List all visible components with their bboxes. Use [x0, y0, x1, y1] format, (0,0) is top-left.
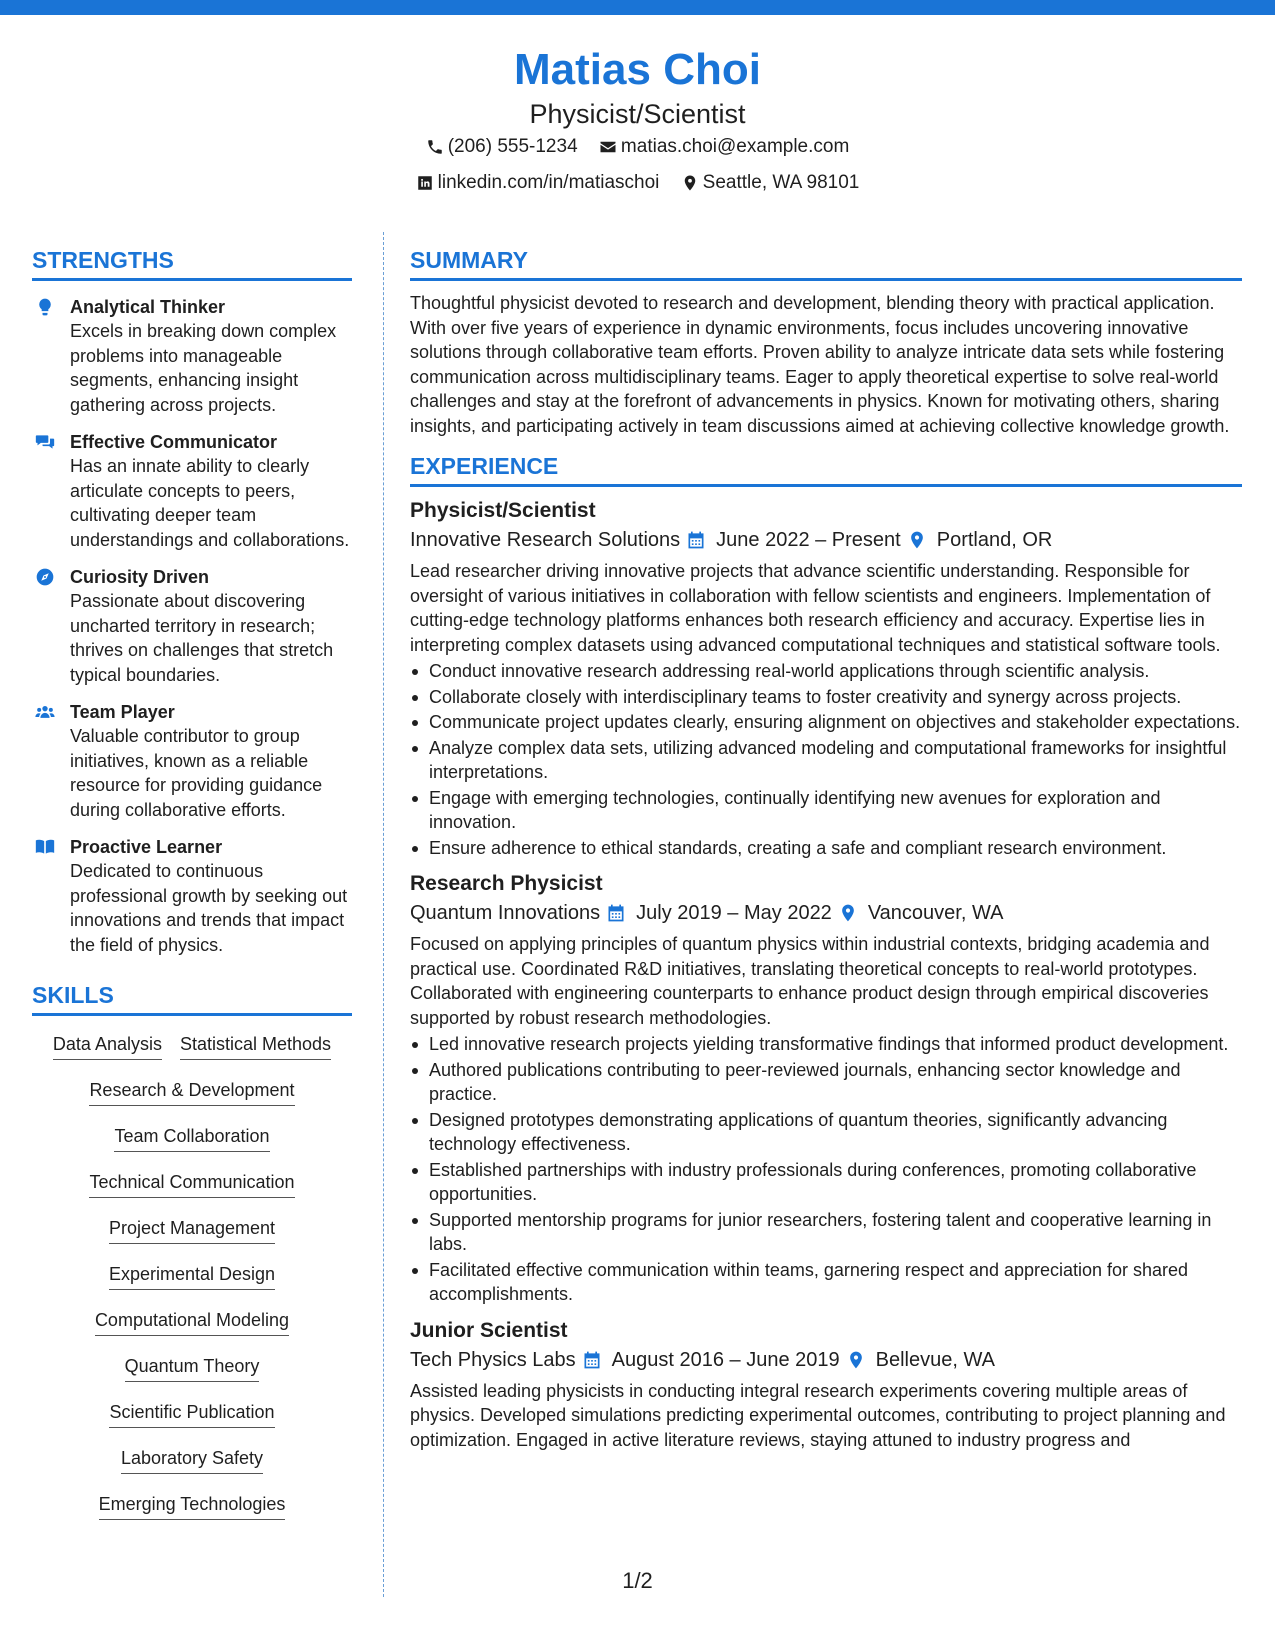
top-accent-bar: [0, 0, 1275, 15]
job-location: Vancouver, WA: [867, 902, 1004, 924]
contact-phone[interactable]: [426, 132, 578, 162]
skill-tag: Laboratory Safety: [121, 1446, 263, 1474]
skill-tag: Scientific Publication: [109, 1400, 274, 1428]
map-pin-icon: [838, 903, 858, 923]
strength-title: Analytical Thinker: [70, 297, 226, 317]
job-location: Bellevue, WA: [875, 1348, 995, 1371]
strength-text: Excels in breaking down complex problems into manageable segments, enhancing insight gathering across projects.: [70, 321, 337, 415]
job-title: Junior Scientist: [410, 1318, 568, 1342]
skill-tag: Computational Modeling: [95, 1308, 289, 1336]
strength-title: Curiosity Driven: [70, 567, 210, 587]
strength-text: Dedicated to continuous professional growth by seeking out innovations and trends that impact the field of physics.: [70, 861, 348, 955]
job-location: Portland, OR: [936, 529, 1053, 551]
job-title: Physicist/Scientist: [410, 499, 596, 522]
phone-icon: [426, 138, 444, 156]
users-icon: [34, 702, 56, 722]
job-description: Assisted leading physicists in conducting integral research experiments covering multiple areas of physics. Developed simulations predicting experimental outcomes, contributing to project planning and optimization. Engaged in active literature reviews, staying attuned to industry progress and: [410, 1380, 1226, 1450]
job-bullet: Analyze complex data sets, utilizing advanced modeling and computational frameworks for insightful interpretations.: [410, 736, 1242, 785]
skills-heading: SKILLS: [32, 981, 352, 1016]
map-pin-icon: [846, 1350, 866, 1370]
calendar-icon: [686, 530, 706, 550]
phone-text: (206) 555-1234: [447, 136, 578, 157]
job-entry: [410, 870, 1242, 1307]
job-meta: [410, 525, 1242, 555]
summary-heading: SUMMARY: [410, 246, 1242, 281]
job-bullet: Facilitated effective communication within teams, garnering respect and appreciation for shared accomplishments.: [410, 1258, 1242, 1307]
contact-line-2: [0, 168, 1275, 202]
strength-title: Proactive Learner: [70, 837, 223, 857]
job-description: Focused on applying principles of quantum physics within industrial contexts, bridging academia and practical use. Coordinated R&D initiatives, translating theoretical concepts to real-world prototypes. Collaborated with engineering counterparts to enhance product design through empirical discoveries supported by robust research methodologies.: [410, 934, 1210, 1028]
skill-tag: Quantum Theory: [125, 1354, 260, 1382]
candidate-name: Matias Choi: [514, 45, 761, 94]
calendar-icon: [582, 1350, 602, 1370]
job-bullet: Communicate project updates clearly, ensuring alignment on objectives and stakeholder expectations.: [410, 710, 1242, 735]
linkedin-icon: [416, 174, 434, 192]
job-bullet: Authored publications contributing to peer-reviewed journals, enhancing sector knowledge and practice.: [410, 1058, 1242, 1107]
strengths-heading: STRENGTHS: [32, 246, 352, 281]
job-entry: [410, 1317, 1242, 1453]
map-pin-icon: [681, 174, 699, 192]
skills-list: [32, 1032, 352, 1538]
strength-item: [32, 700, 352, 822]
skill-tag: Team Collaboration: [114, 1124, 269, 1152]
job-title: Research Physicist: [410, 872, 603, 895]
strength-item: [32, 430, 352, 552]
job-dates: July 2019 – May 2022: [636, 902, 832, 924]
job-bullets: [410, 659, 1242, 860]
email-text: matias.choi@example.com: [620, 136, 850, 157]
map-pin-icon: [907, 530, 927, 550]
open-book-icon: [34, 837, 56, 857]
column-divider: [383, 232, 384, 1597]
job-entry: [410, 497, 1242, 860]
envelope-icon: [599, 138, 617, 156]
contact-location: [681, 168, 860, 198]
job-bullet: Ensure adherence to ethical standards, creating a safe and compliant research environment.: [410, 836, 1242, 861]
summary-text: Thoughtful physicist devoted to research and development, blending theory with practical application. With over five years of experience in dynamic environments, focus includes uncovering innovative solutions through collaborative team efforts. Proven ability to analyze intricate data sets while fostering communication across multidisciplinary teams. Eager to apply theoretical expertise to solve real-world challenges and stay at the forefront of advancements in physics. Known for motivating others, sharing insights, and participating actively in team discussions aimed at achieving collective knowledge growth.: [410, 293, 1230, 436]
linkedin-text: linkedin.com/in/matiaschoi: [437, 172, 660, 193]
job-dates: June 2022 – Present: [716, 529, 901, 551]
resume-header: [0, 40, 1275, 202]
location-text: Seattle, WA 98101: [702, 172, 860, 193]
skill-tag: Statistical Methods: [180, 1032, 331, 1060]
job-bullets: [410, 1032, 1242, 1307]
job-meta: [410, 898, 1242, 928]
right-column: [410, 246, 1242, 1452]
strength-text: Valuable contributor to group initiatives, known as a reliable resource for providing guidance during collaborative efforts.: [70, 726, 323, 820]
job-dates: August 2016 – June 2019: [611, 1348, 840, 1371]
candidate-title: Physicist/Scientist: [529, 99, 746, 129]
job-bullet: Established partnerships with industry professionals during conferences, promoting collaborative opportunities.: [410, 1158, 1242, 1207]
experience-heading: EXPERIENCE: [410, 452, 1242, 487]
job-bullet: Collaborate closely with interdisciplinary teams to foster creativity and synergy across projects.: [410, 685, 1242, 710]
job-meta: [410, 1345, 1242, 1375]
page-number: 1/2: [622, 1568, 653, 1593]
job-company: Quantum Innovations: [410, 902, 601, 924]
job-bullet: Led innovative research projects yielding transformative findings that informed product development.: [410, 1032, 1242, 1057]
job-bullet: Engage with emerging technologies, continually identifying new avenues for exploration and innovation.: [410, 786, 1242, 835]
job-company: Tech Physics Labs: [410, 1348, 576, 1371]
chat-bubbles-icon: [34, 432, 56, 452]
skill-tag: Research & Development: [89, 1078, 294, 1106]
job-description: Lead researcher driving innovative projects that advance scientific understanding. Responsible for oversight of various initiatives in collaboration with fellow scientists and engineers. Implementation of cutting-edge technology platforms enhances both research efficiency and accuracy. Expertise lies in interpreting complex datasets using advanced computational techniques and statistical software tools.: [410, 561, 1221, 655]
strength-title: Team Player: [70, 702, 175, 722]
skill-tag: Technical Communication: [89, 1170, 294, 1198]
skill-tag: Experimental Design: [109, 1262, 275, 1290]
job-bullet: Designed prototypes demonstrating applications of quantum theories, significantly advancing technology effectiveness.: [410, 1108, 1242, 1157]
job-bullet: Conduct innovative research addressing real-world applications through scientific analysis.: [410, 659, 1242, 684]
left-column: [32, 246, 352, 1538]
job-company: Innovative Research Solutions: [410, 529, 681, 551]
contact-linkedin[interactable]: [416, 168, 660, 198]
contact-line-1: [0, 132, 1275, 166]
strength-item: [32, 835, 352, 957]
skill-tag: Project Management: [109, 1216, 275, 1244]
strength-text: Passionate about discovering uncharted territory in research; thrives on challenges that stretch typical boundaries.: [70, 591, 334, 685]
strength-text: Has an innate ability to clearly articulate concepts to peers, cultivating deeper team understandings and collaborations.: [70, 456, 350, 550]
contact-email[interactable]: [599, 132, 849, 162]
lightbulb-icon: [34, 297, 56, 317]
skill-tag: Data Analysis: [53, 1032, 162, 1060]
strengths-list: [32, 295, 352, 957]
calendar-icon: [606, 903, 626, 923]
strength-title: Effective Communicator: [70, 432, 278, 452]
skill-tag: Emerging Technologies: [99, 1492, 286, 1520]
job-bullet: Supported mentorship programs for junior researchers, fostering talent and cooperative learning in labs.: [410, 1208, 1242, 1257]
compass-icon: [34, 567, 56, 587]
strength-item: [32, 565, 352, 687]
strength-item: [32, 295, 352, 417]
